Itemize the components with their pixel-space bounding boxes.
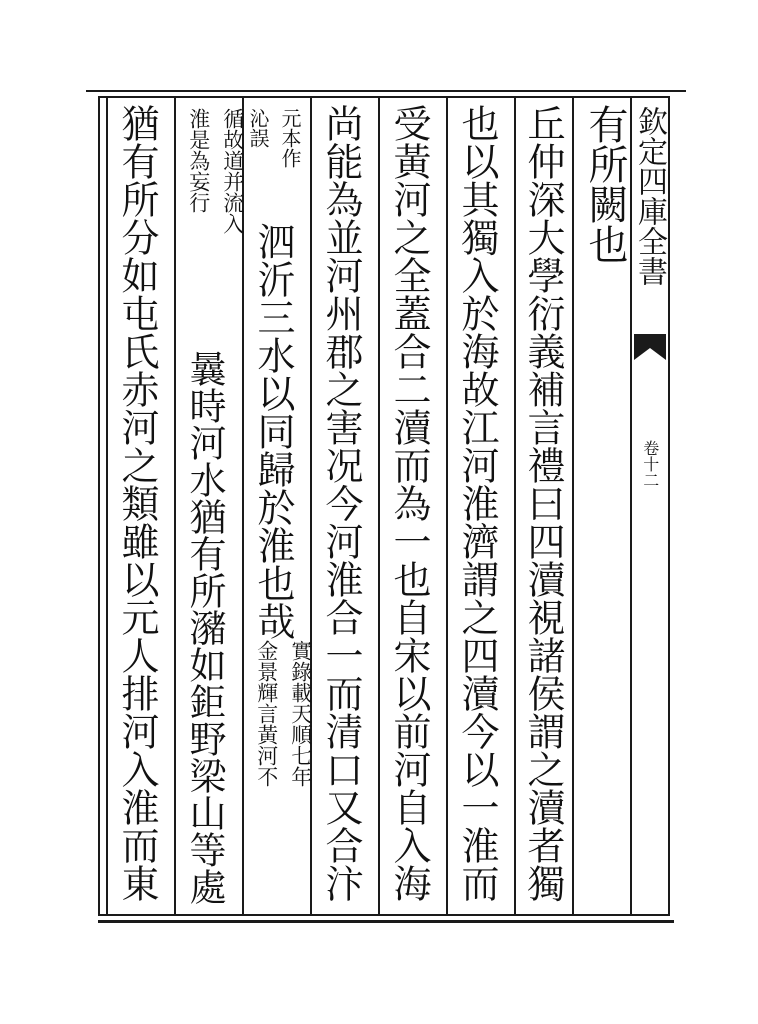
column-divider (310, 97, 312, 916)
top-rule (86, 90, 686, 92)
annotation-column-8: 循故道并流入 (220, 108, 245, 234)
bottom-rule (98, 920, 674, 923)
annotation-column-6c: 實錄載天順七年 (288, 640, 313, 787)
column-divider (572, 97, 574, 916)
margin-book-title: 欽定四庫全書 (632, 106, 667, 286)
margin-volume-label: 卷十二 (640, 440, 660, 488)
fishtail-mark-icon (632, 330, 668, 364)
text-column-10: 猶有所分如屯氏赤河之類雖以元人排河入淮而東 (115, 104, 159, 902)
text-column-2: 丘仲深大學衍義補言禮曰四瀆視諸侯謂之瀆者獨 (521, 104, 565, 902)
annotation-column-7a: 沁誤 (246, 108, 270, 148)
text-column-6: 泗沂三水以同歸於淮也哉 (251, 222, 295, 640)
column-divider (378, 97, 380, 916)
annotation-column-9: 淮是為妄行 (186, 108, 211, 213)
annotation-column-7b: 金景輝言黃河不 (254, 640, 279, 787)
text-column-5: 尚能為並河州郡之害况今河淮合一而清口又合汴 (319, 104, 363, 902)
text-column-1: 有所闕也 (582, 104, 628, 264)
column-divider (514, 97, 516, 916)
column-divider (174, 97, 176, 916)
text-column-3: 也以其獨入於海故江河淮濟謂之四瀆今以一淮而 (455, 104, 499, 902)
margin-divider-right (668, 97, 670, 916)
text-column-4: 受黃河之全蓋合二瀆而為一也自宋以前河自入海 (387, 104, 431, 902)
annotation-column-6a: 元本作 (278, 108, 302, 168)
column-divider (106, 97, 108, 916)
column-divider (446, 97, 448, 916)
text-column-8: 曩時河水猶有所瀦如鉅野梁山等處 (183, 350, 226, 905)
